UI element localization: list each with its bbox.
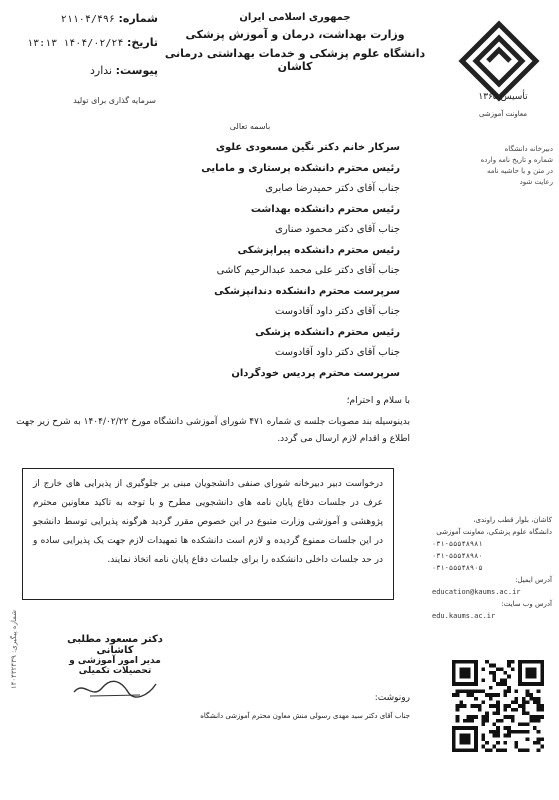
signature-block — [60, 634, 170, 700]
recipient-line: رئیس محترم دانشکده پزشکی — [255, 326, 400, 338]
sidebar-line: دبیرخانه دانشگاه — [504, 145, 553, 153]
resolution-box — [22, 468, 394, 600]
tracking-number: شماره پیگیری: ۱۴۰۴۳۲۴۳۹ — [10, 610, 18, 690]
qr-code-icon — [452, 660, 544, 752]
university-logo-icon — [458, 20, 540, 102]
date-value: ۱۴۰۴/۰۲/۲۴ ۱۳:۱۳ — [27, 38, 124, 49]
address-line1: کاشان، بلوار قطب راوندی، — [473, 516, 552, 524]
phone-1: ۰۳۱-۵۵۵۴۸۹۸۱ — [432, 540, 483, 548]
address-line2: دانشگاه علوم پزشکی، معاونت آموزشی — [436, 528, 552, 536]
recipient-line: جناب آقای دکتر داود آقادوست — [274, 306, 400, 317]
recipients-list — [60, 138, 400, 384]
letter-attachment — [8, 64, 158, 77]
greeting: با سلام و احترام؛ — [346, 396, 410, 406]
cc-recipient: جناب آقای دکتر سید مهدی رسولی منش معاون محترم آموزشی دانشگاه — [200, 712, 410, 720]
recipient-line: جناب آقای دکتر حمیدرضا صابری — [265, 183, 400, 194]
logo-subcaption: معاونت آموزشی — [478, 110, 528, 118]
intro-paragraph: بدینوسیله بند مصوبات جلسه ی شماره ۴۷۱ شورای آموزشی دانشگاه مورخ ۱۴۰۴/۰۲/۲۲ به شرح زیر جهت اطلاع و اقدام لازم ارسال می گردد. — [16, 417, 410, 444]
number-label: شماره: — [118, 12, 158, 25]
sidebar-line: در متن و یا حاشیه نامه — [486, 167, 553, 175]
recipient-line: جناب آقای دکتر داود آقادوست — [274, 347, 400, 358]
sidebar-line: شماره و تاریخ نامه وارده — [480, 156, 553, 164]
phone-2: ۰۳۱-۵۵۵۴۸۹۸۰ — [432, 552, 483, 560]
fax: ۰۳۱-۵۵۵۴۸۹۰۵ — [432, 564, 483, 572]
cc-label: رونوشت: — [374, 693, 410, 703]
date-label: تاریخ: — [126, 36, 158, 49]
logo-caption: تأسیس ۱۳۶۵ — [478, 92, 528, 102]
slogan: سرمایه گذاری برای تولید — [73, 96, 156, 105]
recipient-line: جناب آقای دکتر علی محمد عبدالرحیم کاشی — [216, 265, 400, 276]
bismillah: باسمه تعالی — [229, 122, 271, 131]
web-address: edu.kaums.ac.ir — [432, 612, 496, 620]
signer-name: دکتر مسعود مطلبی کاشانی — [67, 634, 163, 656]
letter-number — [8, 12, 158, 25]
signature-scribble-icon — [70, 678, 160, 700]
email-label: آدرس ایمیل: — [515, 576, 552, 584]
recipient-line: رئیس محترم دانشکده پیراپزشکی — [237, 244, 400, 256]
number-value: ۲۱۱۰۴/۴۹۶ — [60, 14, 115, 25]
recipient-line: سرپرست محترم دانشکده دندانپزشکی — [214, 285, 400, 297]
email-address: education@kaums.ac.ir — [432, 588, 521, 596]
resolution-text: درخواست دبیر دبیرخانه شورای صنفی دانشجویان مبنی بر جلوگیری از پذیرایی های خارج از عرف در جلسات دفاع پایان نامه های دانشجویی مطرح و با توجه به تاکید معاونین محترم پژوهشی و آموزشی وزارت متبوع در این خصوص مقرر گردید هرگونه پذیرایی توسط دانشجو در این جلسات ممنوع گردیده و لازم است دانشکده ها تمهیدات لازم جهت یک پذیرایی ساده و در حد جلسات داخلی دانشکده را برای جلسات دفاع پایان نامه اتخاذ نمایند. — [33, 479, 383, 565]
sidebar-notes — [428, 144, 553, 188]
web-label: آدرس وب سایت: — [501, 600, 552, 608]
header-university: دانشگاه علوم پزشکی و خدمات بهداشتی درمانی کاشان — [164, 47, 426, 73]
attachment-label: پیوست: — [115, 64, 158, 77]
attachment-value: ندارد — [90, 64, 113, 77]
sidebar-line: رعایت شود — [519, 178, 553, 186]
letter-date — [8, 36, 158, 49]
recipient-line: سرکار خانم دکتر نگین مسعودی علوی — [215, 142, 400, 153]
signer-title: مدیر امور آموزشی و تحصیلات تکمیلی — [69, 656, 161, 676]
header-country: جمهوری اسلامی ایران — [239, 12, 351, 23]
recipient-line: رئیس محترم دانشکده پرستاری و مامایی — [201, 162, 400, 174]
recipient-line: رئیس محترم دانشکده بهداشت — [250, 203, 400, 215]
recipient-line: سرپرست محترم پردیس خودگردان — [231, 367, 400, 379]
header-ministry: وزارت بهداشت، درمان و آموزش پزشکی — [185, 28, 405, 41]
contact-address — [432, 514, 552, 622]
recipient-line: جناب آقای دکتر محمود صناری — [275, 224, 400, 235]
